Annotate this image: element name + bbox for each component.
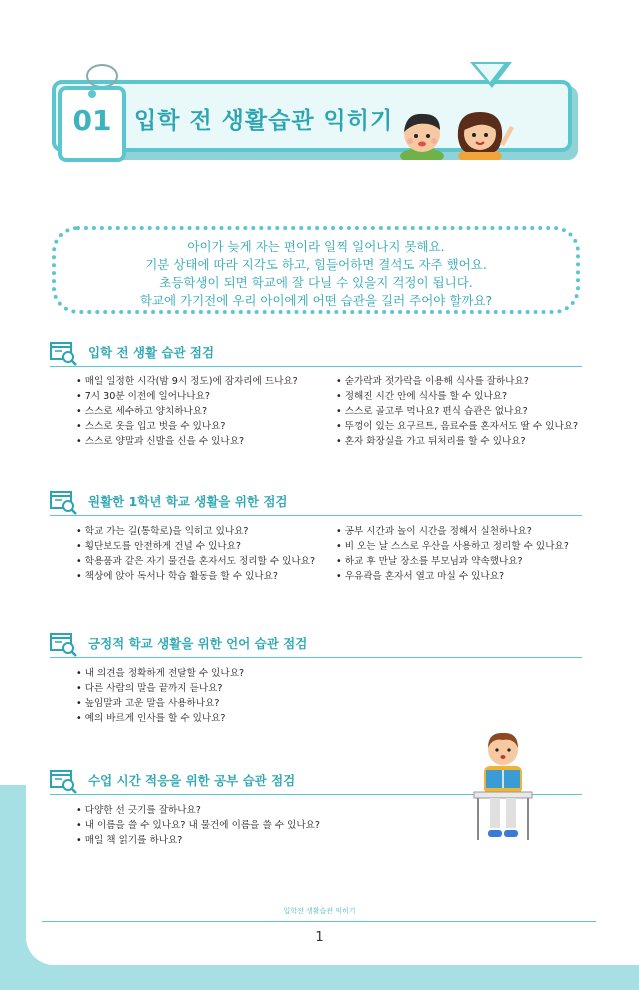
checklist-left <box>76 666 244 726</box>
list-item: • 7시 30분 이전에 일어나나요? <box>76 391 210 402</box>
list-item: • 숟가락과 젓가락을 이용해 식사를 잘하나요? <box>336 376 529 387</box>
kids-illustration <box>396 104 516 160</box>
checklist-magnifier-icon <box>50 489 78 515</box>
checklist-left <box>76 803 320 848</box>
list-item: • 우유곽을 혼자서 열고 마실 수 있나요? <box>336 571 505 582</box>
girl-illustration <box>458 112 514 160</box>
intro-line: 학교에 가기전에 우리 아이에게 어떤 습관을 길러 주어야 할까요? <box>139 293 493 308</box>
section-title: 수업 시간 적응을 위한 공부 습관 점검 <box>88 773 296 788</box>
chapter-number: 01 <box>72 104 112 137</box>
list-item: • 스스로 세수하고 양치하나요? <box>76 406 208 417</box>
list-item: • 공부 시간과 놀이 시간을 정해서 실천하나요? <box>336 526 532 537</box>
list-item: • 예의 바르게 인사를 할 수 있나요? <box>76 713 226 724</box>
checklist-left <box>76 374 298 449</box>
checklist-right <box>336 524 569 584</box>
section-header-language-habits <box>50 631 582 658</box>
list-item: • 책상에 앉아 독서나 학습 활동을 할 수 있나요? <box>76 571 278 582</box>
intro-line: 아이가 늦게 자는 편이라 일찍 일어나지 못해요. <box>187 239 445 254</box>
section-header-school-life <box>50 489 582 516</box>
footer-divider <box>42 921 596 922</box>
list-item: • 혼자 화장실을 가고 뒤처리를 할 수 있나요? <box>336 436 526 447</box>
list-item: • 횡단보도를 안전하게 건널 수 있나요? <box>76 541 242 552</box>
list-item: • 스스로 골고루 먹나요? 편식 습관은 없나요? <box>336 406 528 417</box>
list-item: • 학용품과 같은 자기 물건을 혼자서도 정리할 수 있나요? <box>76 556 316 567</box>
list-item: • 스스로 옷을 입고 벗을 수 있나요? <box>76 421 226 432</box>
list-item: • 정해진 시간 안에 식사를 할 수 있나요? <box>336 391 508 402</box>
list-item: • 다른 사람의 말을 끝까지 듣나요? <box>76 683 223 694</box>
running-footer: 입학전 생활습관 익히기 <box>283 907 356 915</box>
tag-hole <box>88 90 96 98</box>
reading-child-illustration <box>470 730 536 848</box>
list-item: • 뚜껑이 있는 요구르트, 음료수를 혼자서도 딸 수 있나요? <box>336 421 579 432</box>
list-item: • 높임말과 고운 말을 사용하나요? <box>76 698 220 709</box>
list-item: • 스스로 양말과 신발을 신을 수 있나요? <box>76 436 245 447</box>
intro-line: 기분 상태에 따라 지각도 하고, 힘들어하면 결석도 자주 했어요. <box>145 257 487 272</box>
list-item: • 하교 후 만날 장소를 부모님과 약속했나요? <box>336 556 523 567</box>
checklist-right <box>336 374 578 449</box>
list-item: • 비 오는 날 스스로 우산을 사용하고 정리할 수 있나요? <box>336 541 569 552</box>
list-item: • 내 이름을 쓸 수 있나요? 내 물건에 이름을 쓸 수 있나요? <box>76 820 321 831</box>
checklist-left <box>76 524 315 584</box>
section-title: 원활한 1학년 학교 생활을 위한 점검 <box>88 494 288 509</box>
intro-line: 초등학생이 되면 학교에 잘 다닐 수 있을지 걱정이 됩니다. <box>159 275 473 290</box>
tag-string-icon <box>86 64 118 88</box>
boy-illustration <box>400 114 444 160</box>
checklist-magnifier-icon <box>50 340 78 366</box>
list-item: • 학교 가는 길(통학로)을 익히고 있나요? <box>76 526 249 537</box>
section-title: 긍정적 학교 생활을 위한 언어 습관 점검 <box>88 636 308 651</box>
list-item: • 매일 일정한 시각(밤 9시 정도)에 잠자리에 드나요? <box>76 376 298 387</box>
section-title: 입학 전 생활 습관 점검 <box>88 345 215 360</box>
intro-callout <box>52 226 580 314</box>
checklist-magnifier-icon <box>50 768 78 794</box>
section-header-daily-habits <box>50 340 582 367</box>
page-title: 입학 전 생활습관 익히기 <box>134 108 394 134</box>
list-item: • 매일 책 읽기를 하나요? <box>76 835 183 846</box>
list-item: • 내 의견을 정확하게 전달할 수 있나요? <box>76 668 245 679</box>
page-number: 1 <box>315 930 324 945</box>
list-item: • 다양한 선 긋기를 잘하나요? <box>76 805 201 816</box>
checklist-magnifier-icon <box>50 631 78 657</box>
